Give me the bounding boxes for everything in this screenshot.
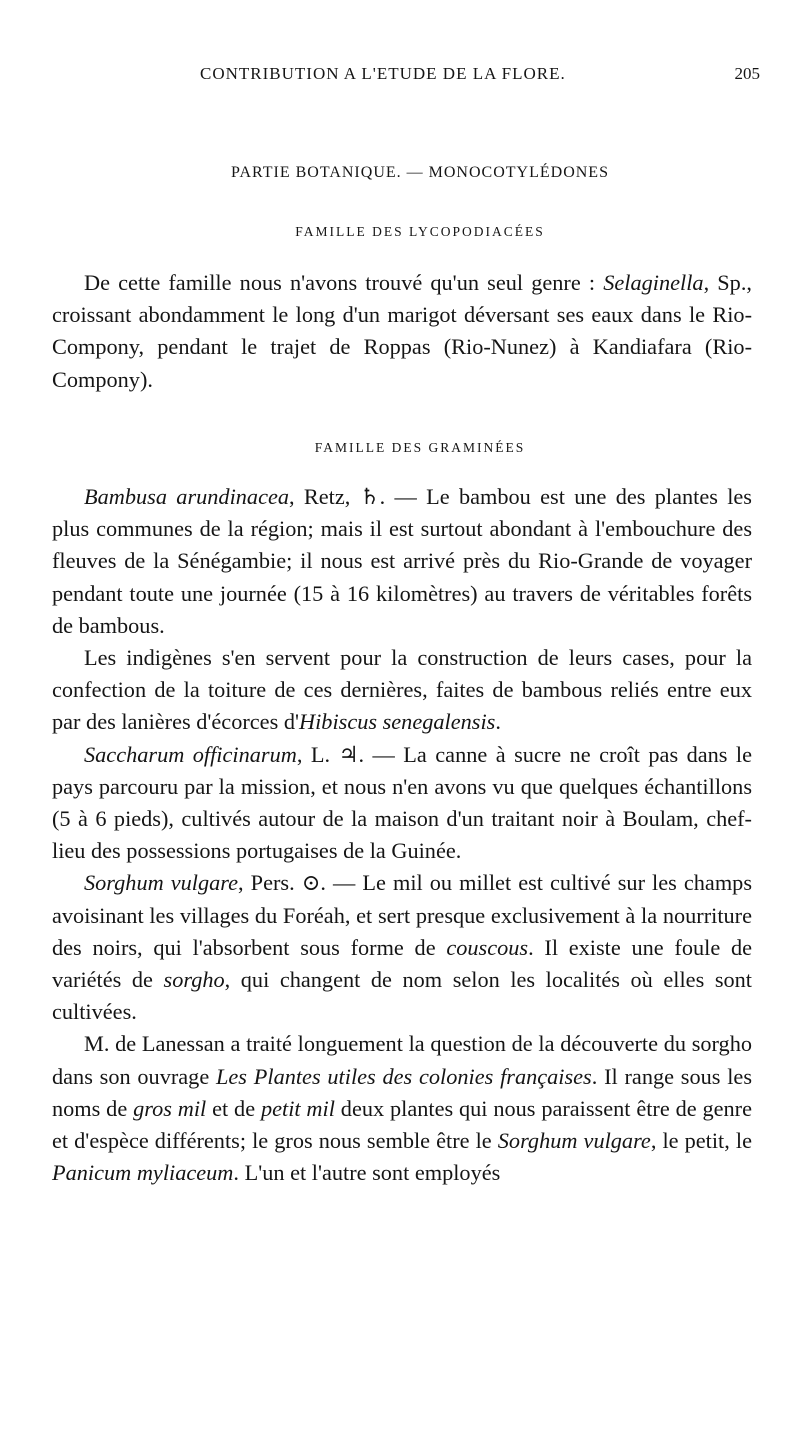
paragraph-bambusa: Bambusa arundinacea, Retz, ♄. — Le bambou est une des plantes les plus communes de la région; mais il est surtout abondant à l'embouchure des fleuves de la Sénégambie; il nous est arrivé près du Rio-Grande de voyager pendant toute une journée (15 à 16 kilomètres) au travers de véritables forêts de bambous.	[52, 484, 752, 638]
taxon-name: Sorghum vulgare	[497, 1128, 651, 1154]
page-number: 205	[734, 64, 760, 83]
annual-symbol-icon: ⊙	[301, 870, 321, 896]
section-title: PARTIE BOTANIQUE. — MONOCOTYLÉDONES	[231, 164, 609, 181]
paragraph-lanessan: M. de Lanessan a traité longuement la question de la découverte du sorgho dans son ouvrage Les Plantes utiles des colonies françaises. Il range sous les noms de gros mil et de petit mil deux plantes qui nous paraissent être de genre et d'espèce différents; le gros nous semble être le Sorghum vulgare, le petit, le Panicum myliaceum. L'un et l'autre sont employés	[52, 1031, 753, 1186]
perennial-symbol-icon: ♄	[359, 484, 380, 509]
taxon-name: Selaginella	[603, 270, 704, 295]
taxon-name: Sorghum vulgare	[84, 870, 239, 896]
taxon-name: Saccharum officinarum	[84, 741, 297, 767]
taxon-name: Panicum myliaceum	[52, 1160, 234, 1186]
family-title-graminees: FAMILLE DES GRAMINÉES	[314, 440, 526, 455]
running-title: CONTRIBUTION A L'ETUDE DE LA FLORE.	[200, 64, 566, 83]
paragraph-saccharum: Saccharum officinarum, L. ♃. — La canne à sucre ne croît pas dans le pays parcouru par la mission, et nous n'en avons vu que quelques échantillons (5 à 6 pieds), cultivés autour de la maison d'un traitant noir à Boulam, chef-lieu des possessions portugaises de la Guinée.	[52, 741, 752, 864]
book-title: Les Plantes utiles des colonies françaises	[216, 1063, 592, 1089]
taxon-name: Bambusa arundinacea	[84, 484, 290, 509]
paragraph-indigenes: Les indigènes s'en servent pour la construction de leurs cases, pour la confection de la toiture de ces dernières, faites de bambous reliés entre eux par des lanières d'écorces d'Hibiscus senegalensis.	[52, 645, 752, 735]
perennial-symbol-icon: ♃	[338, 741, 359, 767]
lycopodiacees-text	[52, 267, 752, 396]
graminees-text	[52, 481, 752, 1189]
paragraph-selaginella: De cette famille nous n'avons trouvé qu'un seul genre : Selaginella, Sp., croissant abondamment le long d'un marigot déversant ses eaux dans le Rio-Compony, pendant le trajet de Roppas (Rio-Nunez) à Kandiafara (Rio-Compony).	[52, 270, 752, 392]
paragraph-sorghum: Sorghum vulgare, Pers. ⊙. — Le mil ou millet est cultivé sur les champs avoisinant les villages du Foréah, et sert presque exclusivement à la nourriture des noirs, qui l'absorbent sous forme de couscous. Il existe une foule de variétés de sorgho, qui changent de nom selon les localités où elles sont cultivées.	[52, 870, 753, 1025]
taxon-name: Hibiscus senegalensis	[299, 709, 496, 735]
family-title-lycopodiacees: FAMILLE DES LYCOPODIACÉES	[295, 224, 545, 239]
